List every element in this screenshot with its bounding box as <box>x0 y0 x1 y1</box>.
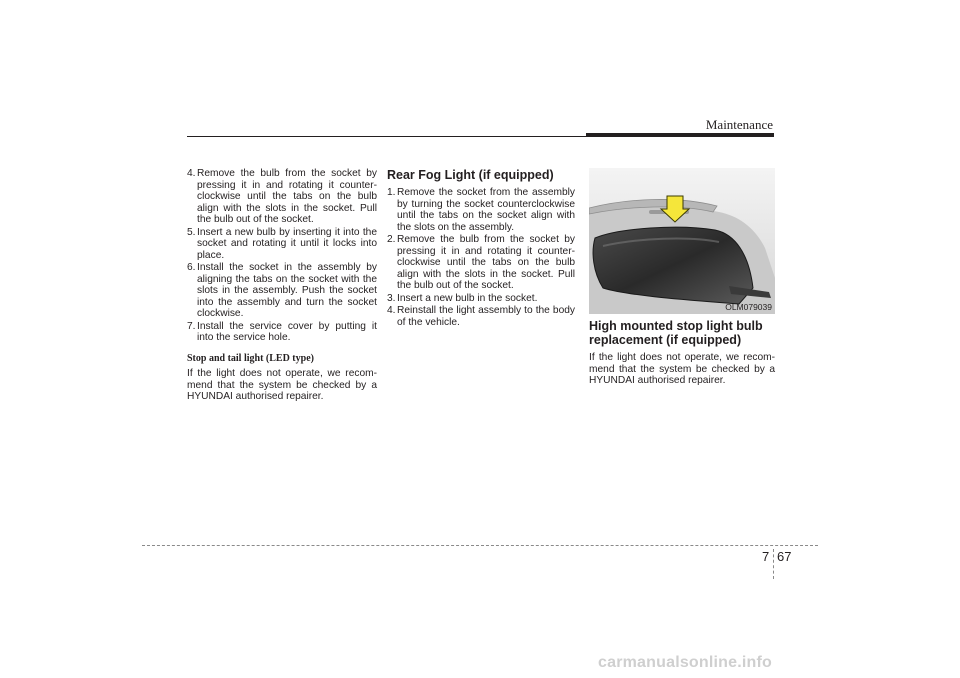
subheading-led: Stop and tail light (LED type) <box>187 352 314 364</box>
step-number: 2. <box>387 234 396 245</box>
step-number: 3. <box>387 292 396 304</box>
step-number: 5. <box>187 226 196 238</box>
heading-hmsl <box>589 319 775 347</box>
list-item <box>387 293 575 305</box>
section-title: Maintenance <box>705 117 773 132</box>
list-item <box>387 187 575 233</box>
list-item <box>387 234 575 292</box>
heading-rear-fog: Rear Fog Light (if equipped) <box>387 168 554 182</box>
list-item <box>387 305 575 328</box>
heading-hmsl-line2: replacement (if equipped) <box>589 333 742 347</box>
list-item <box>187 321 377 344</box>
page-number-separator <box>773 549 774 579</box>
step-text: Remove the socket from the assembly by turning the socket counterclockwise until the tabs on the socket align with the slots on the assembly. <box>397 187 575 233</box>
figure-code: OLM079039 <box>725 302 772 312</box>
step-text: Remove the bulb from the socket by pressing it in and rotating it counter-clockwise until the tabs on the bulb align with the slots in the socket. Pull the bulb out of the socket. <box>397 234 575 291</box>
figure-illustration <box>589 168 775 314</box>
page-number: 67 <box>777 549 792 564</box>
header-rule-thick <box>586 133 774 137</box>
step-text: Reinstall the light assembly to the body of the vehicle. <box>397 305 575 328</box>
step-number: 6. <box>187 262 196 273</box>
paragraph-led: If the light does not operate, we recom-mend that the system be checked by a HYUNDAI authorised repairer. <box>187 368 377 402</box>
figure-rear-window <box>589 168 775 314</box>
step-number: 4. <box>187 168 196 179</box>
step-number: 4. <box>387 305 396 316</box>
watermark: carmanualsonline.info <box>598 654 773 671</box>
footer-rule <box>142 545 818 546</box>
list-item <box>187 262 377 320</box>
step-text: Install the service cover by putting it into the service hole. <box>197 320 377 343</box>
step-number: 1. <box>387 187 396 198</box>
paragraph-hmsl: If the light does not operate, we recom-mend that the system be checked by a HYUNDAI authorised repairer. <box>589 352 775 386</box>
chapter-number: 7 <box>762 549 770 564</box>
step-text: Install the socket in the assembly by aligning the tabs on the socket with the slots in the assembly. Push the socket into the assembly and turn the socket clockwise. <box>197 262 377 319</box>
step-text: Remove the bulb from the socket by pressing it in and rotating it counter-clockwise until the tabs on the bulb align with the slots in the socket. Pull the bulb out of the socket. <box>197 168 377 225</box>
heading-hmsl-line1: High mounted stop light bulb <box>589 319 763 333</box>
column-right <box>589 315 775 387</box>
list-item <box>187 227 377 262</box>
header-rule-thin <box>187 136 587 137</box>
step-number: 7. <box>187 320 196 332</box>
step-text: Insert a new bulb by inserting it into the socket and rotating it until it locks into place. <box>197 226 377 261</box>
column-middle <box>387 168 575 329</box>
steps-list-middle <box>387 187 575 328</box>
steps-list-left <box>187 168 377 344</box>
list-item <box>187 168 377 226</box>
column-left <box>187 168 377 403</box>
step-text: Insert a new bulb in the socket. <box>397 292 538 304</box>
